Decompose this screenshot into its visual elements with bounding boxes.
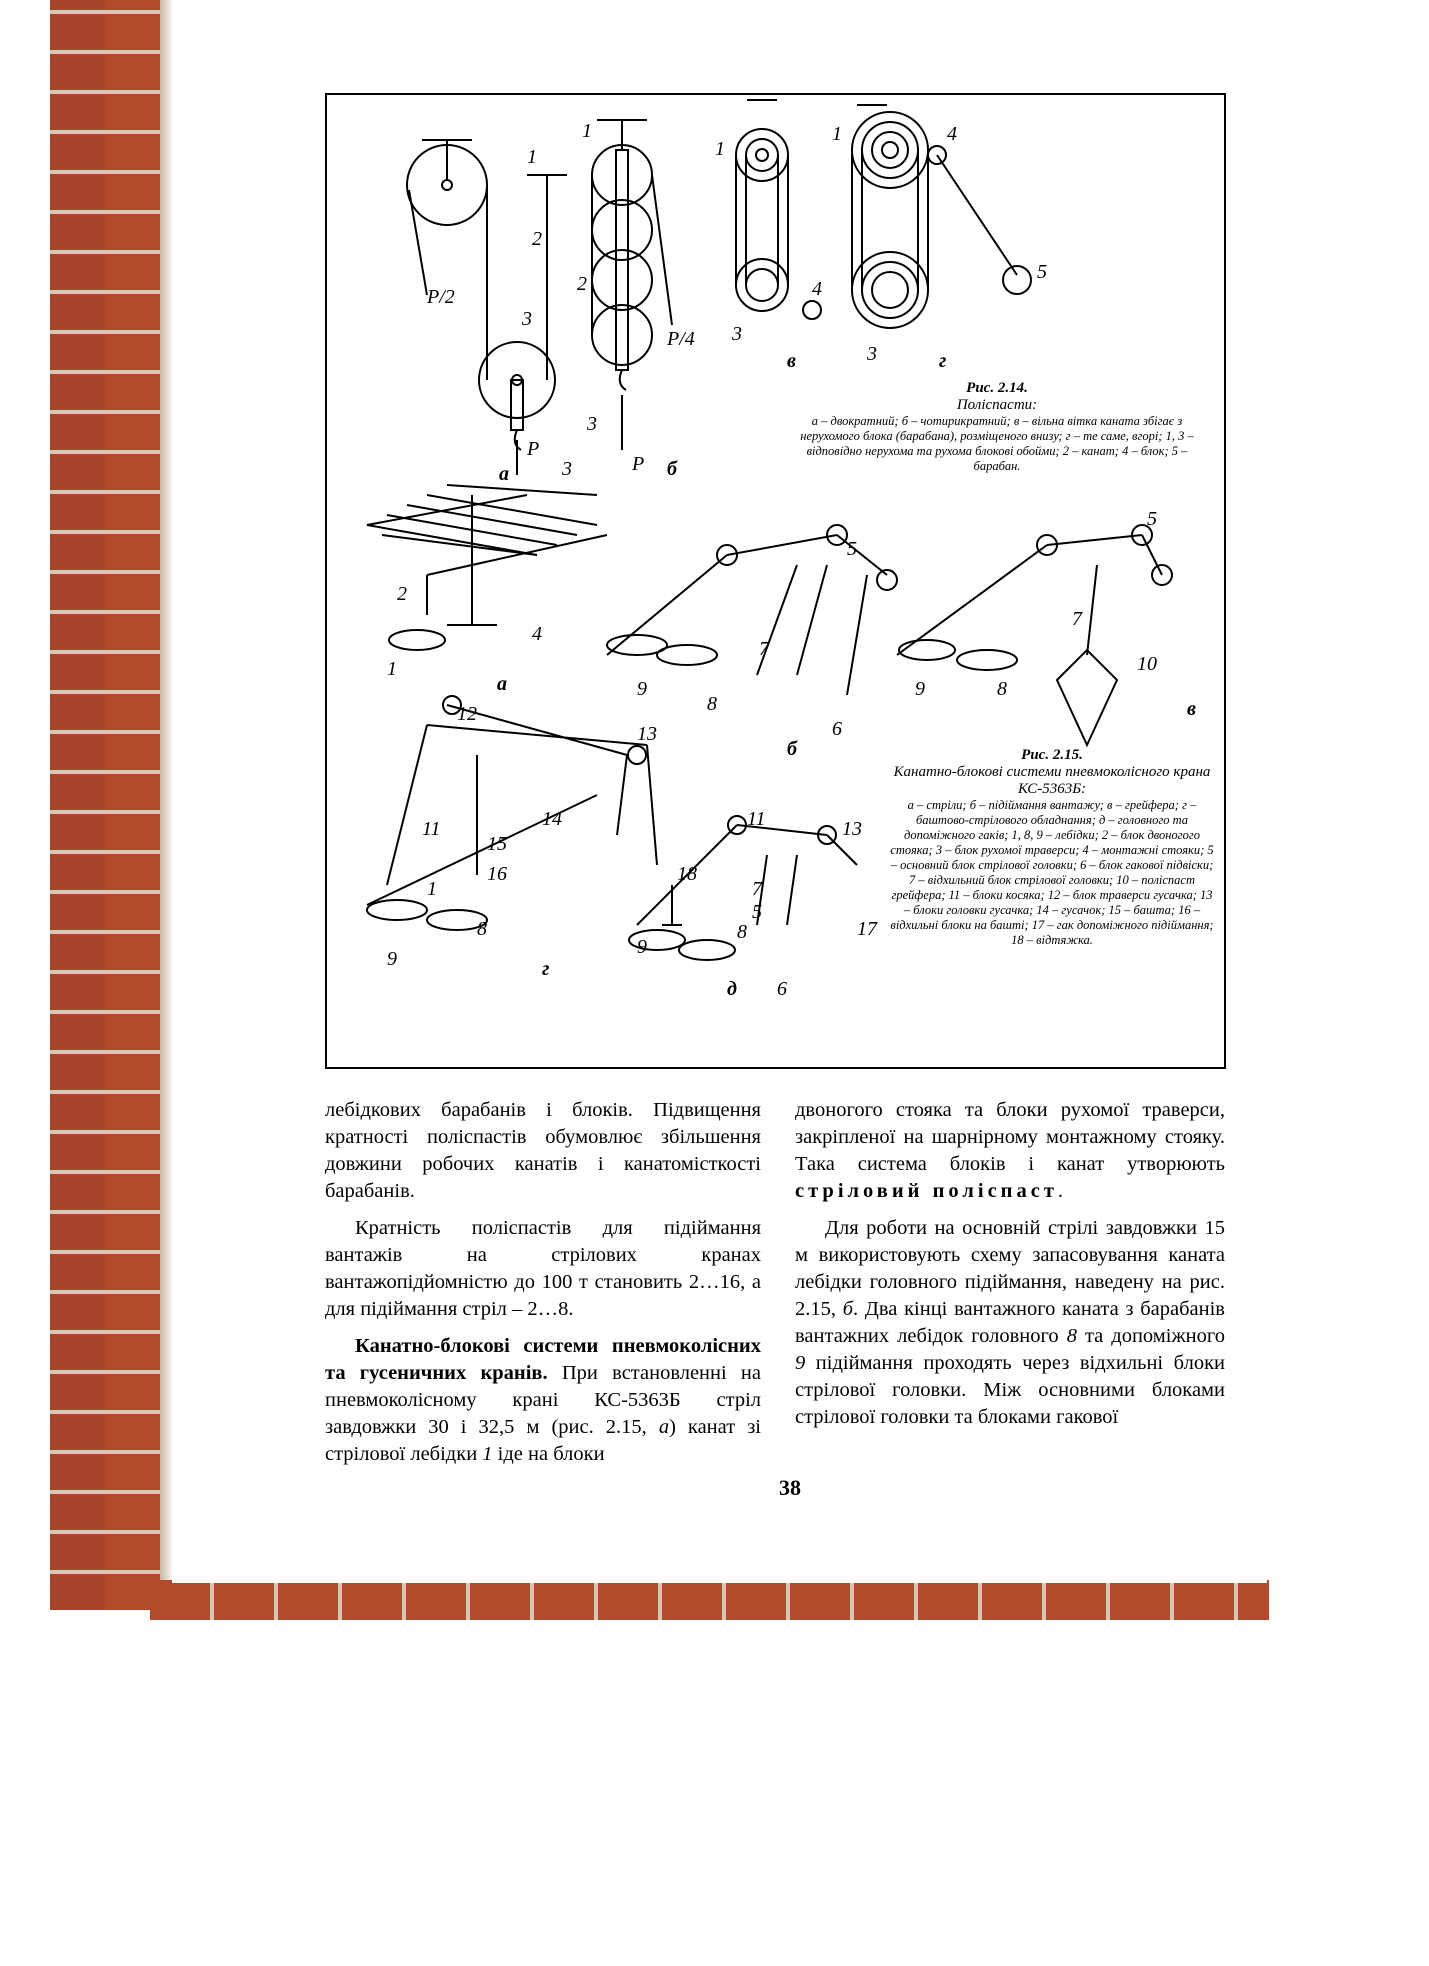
label-3b: 3	[587, 413, 597, 435]
crane-diagram-v	[897, 525, 1172, 745]
label-15-12: 12	[457, 703, 477, 725]
paragraph-right-1-term: стріловий поліспаст	[795, 1180, 1058, 1202]
label-1v: 1	[715, 138, 725, 160]
label-3g: 3	[867, 343, 877, 365]
label-15-5: 5	[847, 538, 857, 560]
label-15-8: 8	[707, 693, 717, 715]
label-15-7v: 7	[1072, 608, 1082, 630]
brick-background-bottom	[150, 1580, 1269, 1620]
text-column-right	[795, 1097, 1225, 1431]
label-b: б	[667, 458, 677, 480]
paragraph-left-1: лебідкових барабанів і блоків. Підвищення кратності поліспастів обумовлює збільшення довжини робочих канатів і канатомісткості барабанів.	[325, 1099, 761, 1202]
label-p-b: P	[632, 453, 645, 475]
label-3: 3	[522, 308, 532, 330]
label-15-10: 10	[1137, 653, 1157, 675]
pulley-diagram-g	[852, 105, 1031, 328]
paragraph-right-2-text-a: Для роботи на основній стрілі завдовжки 15 м використовують схему запасовування каната лебідки головного підіймання, наведену на рис. 2.15,	[795, 1217, 1225, 1320]
label-15-11d: 11	[747, 808, 766, 830]
label-1g: 1	[832, 123, 842, 145]
figure-2-14-caption	[787, 380, 1207, 474]
label-15-13: 13	[637, 723, 657, 745]
label-15-v: в	[1187, 698, 1196, 720]
label-15-7: 7	[759, 638, 769, 660]
paragraph-right-1-text-a: двоногого стояка та блоки рухомої траверси, закріпленої на шарнірному монтажному стояку. Така система блоків і канат утворюють	[795, 1099, 1225, 1175]
paragraph-right-1-text-b: .	[1057, 1180, 1064, 1202]
label-15-2: 2	[397, 583, 407, 605]
label-15-18: 18	[677, 863, 697, 885]
label-a: а	[499, 463, 509, 485]
label-15-3: 3	[562, 458, 572, 480]
label-4g: 4	[947, 123, 957, 145]
crane-diagram-a	[367, 485, 607, 650]
label-15-9: 9	[637, 678, 647, 700]
label-p: P	[527, 438, 540, 460]
crane-diagram-g	[367, 696, 657, 930]
label-15-1g: 1	[427, 878, 437, 900]
label-15-17: 17	[857, 918, 877, 940]
paragraph-left-3-text-c: іде на блоки	[492, 1443, 605, 1465]
figure-2-15-name: Канатно-блокові системи пневмоколісного крана КС-5363Б:	[893, 764, 1211, 797]
paragraph-left-3-heading: Канатно-блокові системи пневмоколісних та гусеничних кранів.	[325, 1335, 761, 1384]
label-g: г	[939, 350, 947, 372]
paragraph-right-2-ref-b: б	[842, 1298, 854, 1320]
paragraph-right-2-ref-8: 8	[1066, 1325, 1077, 1347]
label-15-16: 16	[487, 863, 507, 885]
label-v: в	[787, 350, 796, 372]
label-15-9d: 9	[637, 936, 647, 958]
label-15-5d: 5	[752, 901, 762, 923]
label-15-7d: 7	[752, 878, 762, 900]
label-15-1: 1	[387, 658, 397, 680]
label-15-g: г	[542, 958, 550, 980]
paragraph-right-2-text-d: підіймання проходять через відхильні блоки стрілової головки. Між основними блоками стрілової головки та блоками гакової	[795, 1352, 1225, 1428]
paragraph-left-3	[325, 1333, 761, 1468]
figure-2-14-description: а – двократний; б – чотирикратний; в – вільна вітка каната збігає з нерухомого блока (барабана), розміщеного внизу; г – те саме, вгорі; 1, 3 – відповідно нерухома та рухома блокові обойми; 2 – канат; 4 – блок; 5 – барабан.	[800, 414, 1194, 473]
label-5g: 5	[1037, 261, 1047, 283]
paragraph-right-2-text-b: . Два кінці вантажного каната з барабанів вантажних лебідок головного	[795, 1298, 1225, 1347]
label-15-5v: 5	[1147, 508, 1157, 530]
label-1b: 1	[582, 120, 592, 142]
paragraph-right-1	[795, 1097, 1225, 1205]
paragraph-left-3-text-b: ) канат зі стрілової лебідки	[325, 1416, 762, 1465]
brick-background-left	[50, 0, 160, 1610]
label-15-8d: 8	[737, 921, 747, 943]
label-15-9g: 9	[387, 948, 397, 970]
label-15-8v: 8	[997, 678, 1007, 700]
label-3v: 3	[732, 323, 742, 345]
paragraph-left-3-text-a: При встановленні на пневмоколісному крані КС-5363Б стріл завдовжки 30 і 32,5 м (рис. 2.15,	[325, 1362, 761, 1438]
figure-2-14-title: Рис. 2.14.	[966, 380, 1028, 396]
paragraph-left-3-ref-1: 1	[482, 1443, 493, 1465]
label-2b: 2	[577, 273, 587, 295]
label-p-half: P/2	[427, 286, 455, 308]
paragraph-right-2	[795, 1215, 1225, 1431]
label-15-b: б	[787, 738, 797, 760]
label-p-quarter: P/4	[667, 328, 695, 350]
figure-2-15-title: Рис. 2.15.	[1021, 747, 1083, 763]
paragraph-left-3-ref-a: а	[658, 1416, 670, 1438]
label-15-14: 14	[542, 808, 562, 830]
figure-2-14-name: Поліспасти:	[956, 397, 1038, 413]
label-15-6d: 6	[777, 978, 787, 1000]
paragraph-right-2-ref-9: 9	[795, 1352, 806, 1374]
figure-frame	[325, 93, 1226, 1069]
label-1: 1	[527, 146, 537, 168]
page-number: 38	[779, 1475, 801, 1500]
label-15-9v: 9	[915, 678, 925, 700]
pulley-diagram-b	[592, 120, 672, 450]
label-15-a: а	[497, 673, 507, 695]
figure-2-15-caption	[887, 747, 1217, 948]
label-15-6: 6	[832, 718, 842, 740]
label-15-11: 11	[422, 818, 441, 840]
label-4v: 4	[812, 278, 822, 300]
label-15-d: д	[727, 978, 737, 1000]
label-15-13d: 13	[842, 818, 862, 840]
label-2: 2	[532, 228, 542, 250]
paragraph-left-2: Кратність поліспастів для підіймання вантажів на стрілових кранах вантажопідйомністю до 100 т становить 2…16, а для підіймання стріл – 2…8.	[325, 1217, 761, 1320]
label-15-8g: 8	[477, 918, 487, 940]
label-15-4: 4	[532, 623, 542, 645]
figure-2-15-description: а – стріли; б – підіймання вантажу; в – грейфера; г – баштово-стрілового обладнання; д – головного та допоміжного гаків; 1, 8, 9 – лебідки; 2 – блок двоногого стояка; 3 – блок рухомої траверси; 4 – монтажні стояки; 5 – основний блок стрілової головки; 6 – блок гакової підвіски; 7 – відхильний блок стрілової головки; 10 – поліспаст грейфера; 11 – блоки косяка; 12 – блок траверси гусачка; 13 – блоки головки гусачка; 14 – гусачок; 15 – башта; 16 – відхильні блоки на башті; 17 – гак допоміжного підіймання; 18 – відтяжка.	[890, 798, 1214, 947]
text-column-left	[325, 1097, 761, 1468]
paragraph-right-2-text-c: та допоміжного	[1076, 1325, 1225, 1347]
pulley-diagram-v	[736, 100, 821, 319]
label-15-15: 15	[487, 833, 507, 855]
